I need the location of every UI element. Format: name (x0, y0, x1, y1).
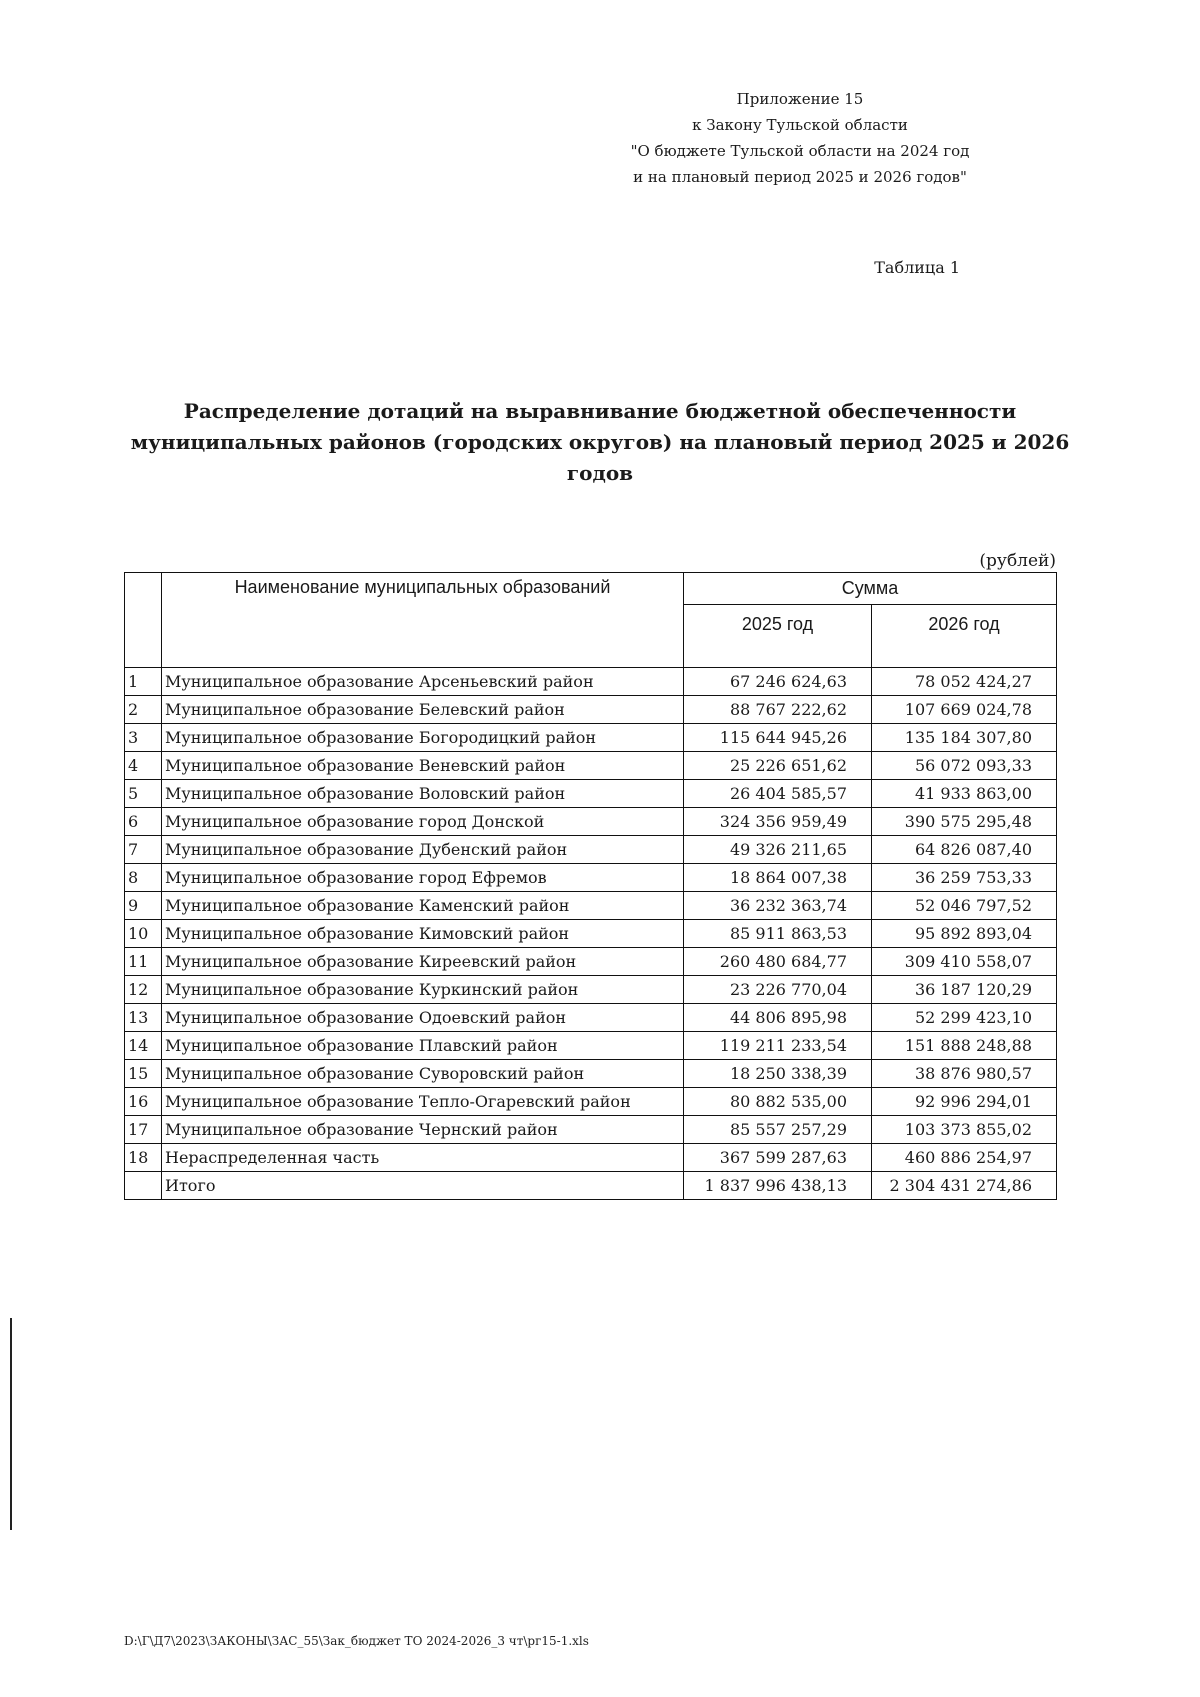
row-value-2026: 56 072 093,33 (872, 752, 1057, 780)
row-value-2026: 78 052 424,27 (872, 668, 1057, 696)
row-value-2025: 88 767 222,62 (684, 696, 872, 724)
row-name: Муниципальное образование Одоевский район (162, 1004, 684, 1032)
row-name: Муниципальное образование Кимовский район (162, 920, 684, 948)
total-label: Итого (162, 1172, 684, 1200)
row-number: 7 (125, 836, 162, 864)
row-name: Муниципальное образование Дубенский район (162, 836, 684, 864)
table-row (125, 1088, 1057, 1116)
table-label: Таблица 1 (874, 258, 960, 277)
dotation-table (124, 572, 1057, 1200)
row-value-2026: 36 259 753,33 (872, 864, 1057, 892)
table-row (125, 948, 1057, 976)
row-value-2026: 64 826 087,40 (872, 836, 1057, 864)
table-row (125, 668, 1057, 696)
row-name: Муниципальное образование Воловский район (162, 780, 684, 808)
row-name: Муниципальное образование Арсеньевский район (162, 668, 684, 696)
units-label: (рублей) (979, 551, 1056, 571)
row-value-2025: 67 246 624,63 (684, 668, 872, 696)
scan-margin-line (10, 1318, 12, 1530)
header-sum-cell: Сумма (684, 573, 1057, 605)
row-value-2026: 38 876 980,57 (872, 1060, 1057, 1088)
title-line-1: Распределение дотаций на выравнивание бюджетной обеспеченности (183, 399, 1017, 423)
table-row (125, 1060, 1057, 1088)
file-path-footer: D:\Г\Д7\2023\ЗАКОНЫ\ЗАС_55\Зак_бюджет ТО 2024-2026_3 чт\рг15-1.xls (124, 1634, 589, 1648)
row-name: Муниципальное образование Тепло-Огаревский район (162, 1088, 684, 1116)
table-row (125, 1004, 1057, 1032)
table-row (125, 976, 1057, 1004)
header-year-2026: 2026 год (872, 605, 1057, 668)
row-value-2026: 41 933 863,00 (872, 780, 1057, 808)
row-value-2025: 324 356 959,49 (684, 808, 872, 836)
table-row (125, 864, 1057, 892)
header-number-cell (125, 573, 162, 668)
row-name: Муниципальное образование город Ефремов (162, 864, 684, 892)
appendix-law-period: и на плановый период 2025 и 2026 годов" (633, 168, 967, 186)
row-value-2026: 95 892 893,04 (872, 920, 1057, 948)
row-number: 6 (125, 808, 162, 836)
row-name: Муниципальное образование Белевский район (162, 696, 684, 724)
table-row (125, 920, 1057, 948)
title-line-2: муниципальных районов (городских округов) на плановый период 2025 и 2026 годов (130, 430, 1070, 485)
row-value-2026: 390 575 295,48 (872, 808, 1057, 836)
table-row (125, 1116, 1057, 1144)
row-number: 16 (125, 1088, 162, 1116)
row-name: Муниципальное образование Богородицкий район (162, 724, 684, 752)
appendix-number: Приложение 15 (736, 90, 864, 108)
total-value-2026: 2 304 431 274,86 (872, 1172, 1057, 1200)
row-value-2025: 18 864 007,38 (684, 864, 872, 892)
header-name-cell: Наименование муниципальных образований (162, 573, 684, 668)
table-row (125, 752, 1057, 780)
header-year-2025: 2025 год (684, 605, 872, 668)
total-row (125, 1172, 1057, 1200)
row-value-2025: 119 211 233,54 (684, 1032, 872, 1060)
table-body (125, 668, 1057, 1200)
row-value-2026: 151 888 248,88 (872, 1032, 1057, 1060)
row-value-2026: 103 373 855,02 (872, 1116, 1057, 1144)
row-value-2026: 107 669 024,78 (872, 696, 1057, 724)
row-value-2026: 52 046 797,52 (872, 892, 1057, 920)
table-row (125, 836, 1057, 864)
row-name: Муниципальное образование Плавский район (162, 1032, 684, 1060)
row-value-2026: 309 410 558,07 (872, 948, 1057, 976)
row-value-2025: 36 232 363,74 (684, 892, 872, 920)
table-row (125, 696, 1057, 724)
row-number: 2 (125, 696, 162, 724)
row-value-2025: 85 557 257,29 (684, 1116, 872, 1144)
table-row (125, 892, 1057, 920)
row-value-2025: 80 882 535,00 (684, 1088, 872, 1116)
row-name: Муниципальное образование город Донской (162, 808, 684, 836)
row-name: Муниципальное образование Киреевский район (162, 948, 684, 976)
appendix-law-ref: к Закону Тульской области (692, 116, 908, 134)
total-number (125, 1172, 162, 1200)
row-value-2026: 52 299 423,10 (872, 1004, 1057, 1032)
row-value-2026: 92 996 294,01 (872, 1088, 1057, 1116)
row-value-2025: 49 326 211,65 (684, 836, 872, 864)
row-number: 10 (125, 920, 162, 948)
row-name: Муниципальное образование Суворовский район (162, 1060, 684, 1088)
appendix-header (620, 86, 980, 190)
row-value-2025: 25 226 651,62 (684, 752, 872, 780)
table-row (125, 724, 1057, 752)
row-value-2025: 44 806 895,98 (684, 1004, 872, 1032)
row-number: 15 (125, 1060, 162, 1088)
row-number: 9 (125, 892, 162, 920)
table-row (125, 780, 1057, 808)
row-value-2025: 18 250 338,39 (684, 1060, 872, 1088)
table-row (125, 1144, 1057, 1172)
row-number: 18 (125, 1144, 162, 1172)
row-value-2025: 26 404 585,57 (684, 780, 872, 808)
row-name: Муниципальное образование Куркинский район (162, 976, 684, 1004)
row-value-2025: 85 911 863,53 (684, 920, 872, 948)
table-row (125, 808, 1057, 836)
row-number: 8 (125, 864, 162, 892)
row-number: 1 (125, 668, 162, 696)
row-number: 11 (125, 948, 162, 976)
row-name: Муниципальное образование Чернский район (162, 1116, 684, 1144)
row-value-2025: 367 599 287,63 (684, 1144, 872, 1172)
row-number: 14 (125, 1032, 162, 1060)
row-number: 3 (125, 724, 162, 752)
row-number: 17 (125, 1116, 162, 1144)
appendix-law-title: "О бюджете Тульской области на 2024 год (630, 142, 970, 160)
total-value-2025: 1 837 996 438,13 (684, 1172, 872, 1200)
row-value-2025: 115 644 945,26 (684, 724, 872, 752)
row-value-2026: 36 187 120,29 (872, 976, 1057, 1004)
row-value-2026: 135 184 307,80 (872, 724, 1057, 752)
row-number: 13 (125, 1004, 162, 1032)
row-value-2025: 260 480 684,77 (684, 948, 872, 976)
row-name: Муниципальное образование Веневский район (162, 752, 684, 780)
row-number: 4 (125, 752, 162, 780)
row-value-2025: 23 226 770,04 (684, 976, 872, 1004)
row-number: 12 (125, 976, 162, 1004)
row-name: Муниципальное образование Каменский район (162, 892, 684, 920)
table-row (125, 1032, 1057, 1060)
row-name: Нераспределенная часть (162, 1144, 684, 1172)
row-value-2026: 460 886 254,97 (872, 1144, 1057, 1172)
row-number: 5 (125, 780, 162, 808)
document-title (100, 396, 1100, 489)
